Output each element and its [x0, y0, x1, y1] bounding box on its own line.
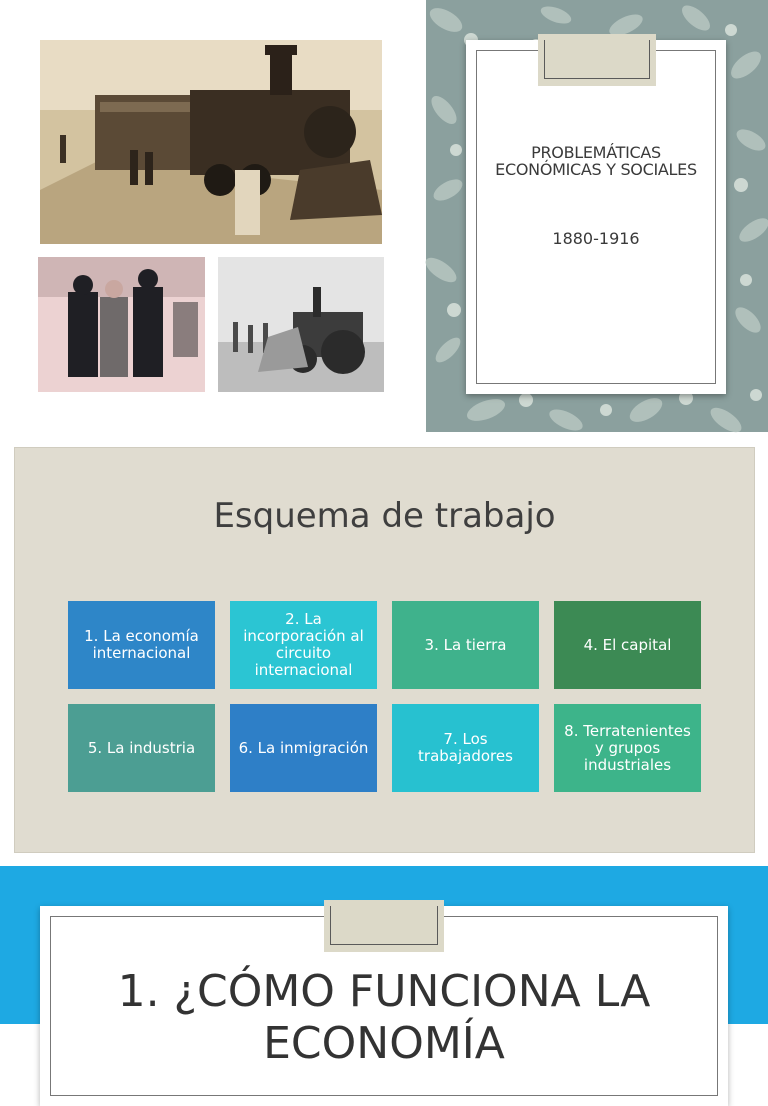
slide-title: Esquema de trabajo	[213, 496, 556, 536]
steam-machine-photo	[218, 257, 384, 392]
slide-title: PROBLEMÁTICAS ECONÓMICAS Y SOCIALES	[495, 143, 697, 179]
scheme-box-2: 2. La incorporación al circuito internacional	[230, 601, 377, 689]
paper-clip-tab-frame	[544, 40, 650, 79]
slide-subtitle-years: 1880-1916	[552, 229, 640, 248]
scheme-box-5: 5. La industria	[68, 704, 215, 792]
slide-3	[0, 866, 768, 1069]
scheme-box-4: 4. El capital	[554, 601, 701, 689]
scheme-box-7: 7. Los trabajadores	[392, 704, 539, 792]
paper-clip-tab-frame	[330, 906, 438, 945]
police-arrest-photo	[38, 257, 205, 392]
scheme-box-8: 8. Terratenientes y grupos industriales	[554, 704, 701, 792]
slide-2	[14, 447, 755, 853]
title-card	[466, 40, 726, 394]
title-card-border	[476, 50, 716, 384]
scheme-box-3: 3. La tierra	[392, 601, 539, 689]
paper-clip-tab	[538, 34, 656, 86]
scheme-box-6: 6. La inmigración	[230, 704, 377, 792]
scheme-box-1: 1. La economía internacional	[68, 601, 215, 689]
slide-1	[0, 0, 768, 432]
train-photo	[40, 40, 382, 244]
slide-title: 1. ¿CÓMO FUNCIONA LA ECONOMÍA	[117, 966, 651, 1069]
paper-clip-tab	[324, 900, 444, 952]
